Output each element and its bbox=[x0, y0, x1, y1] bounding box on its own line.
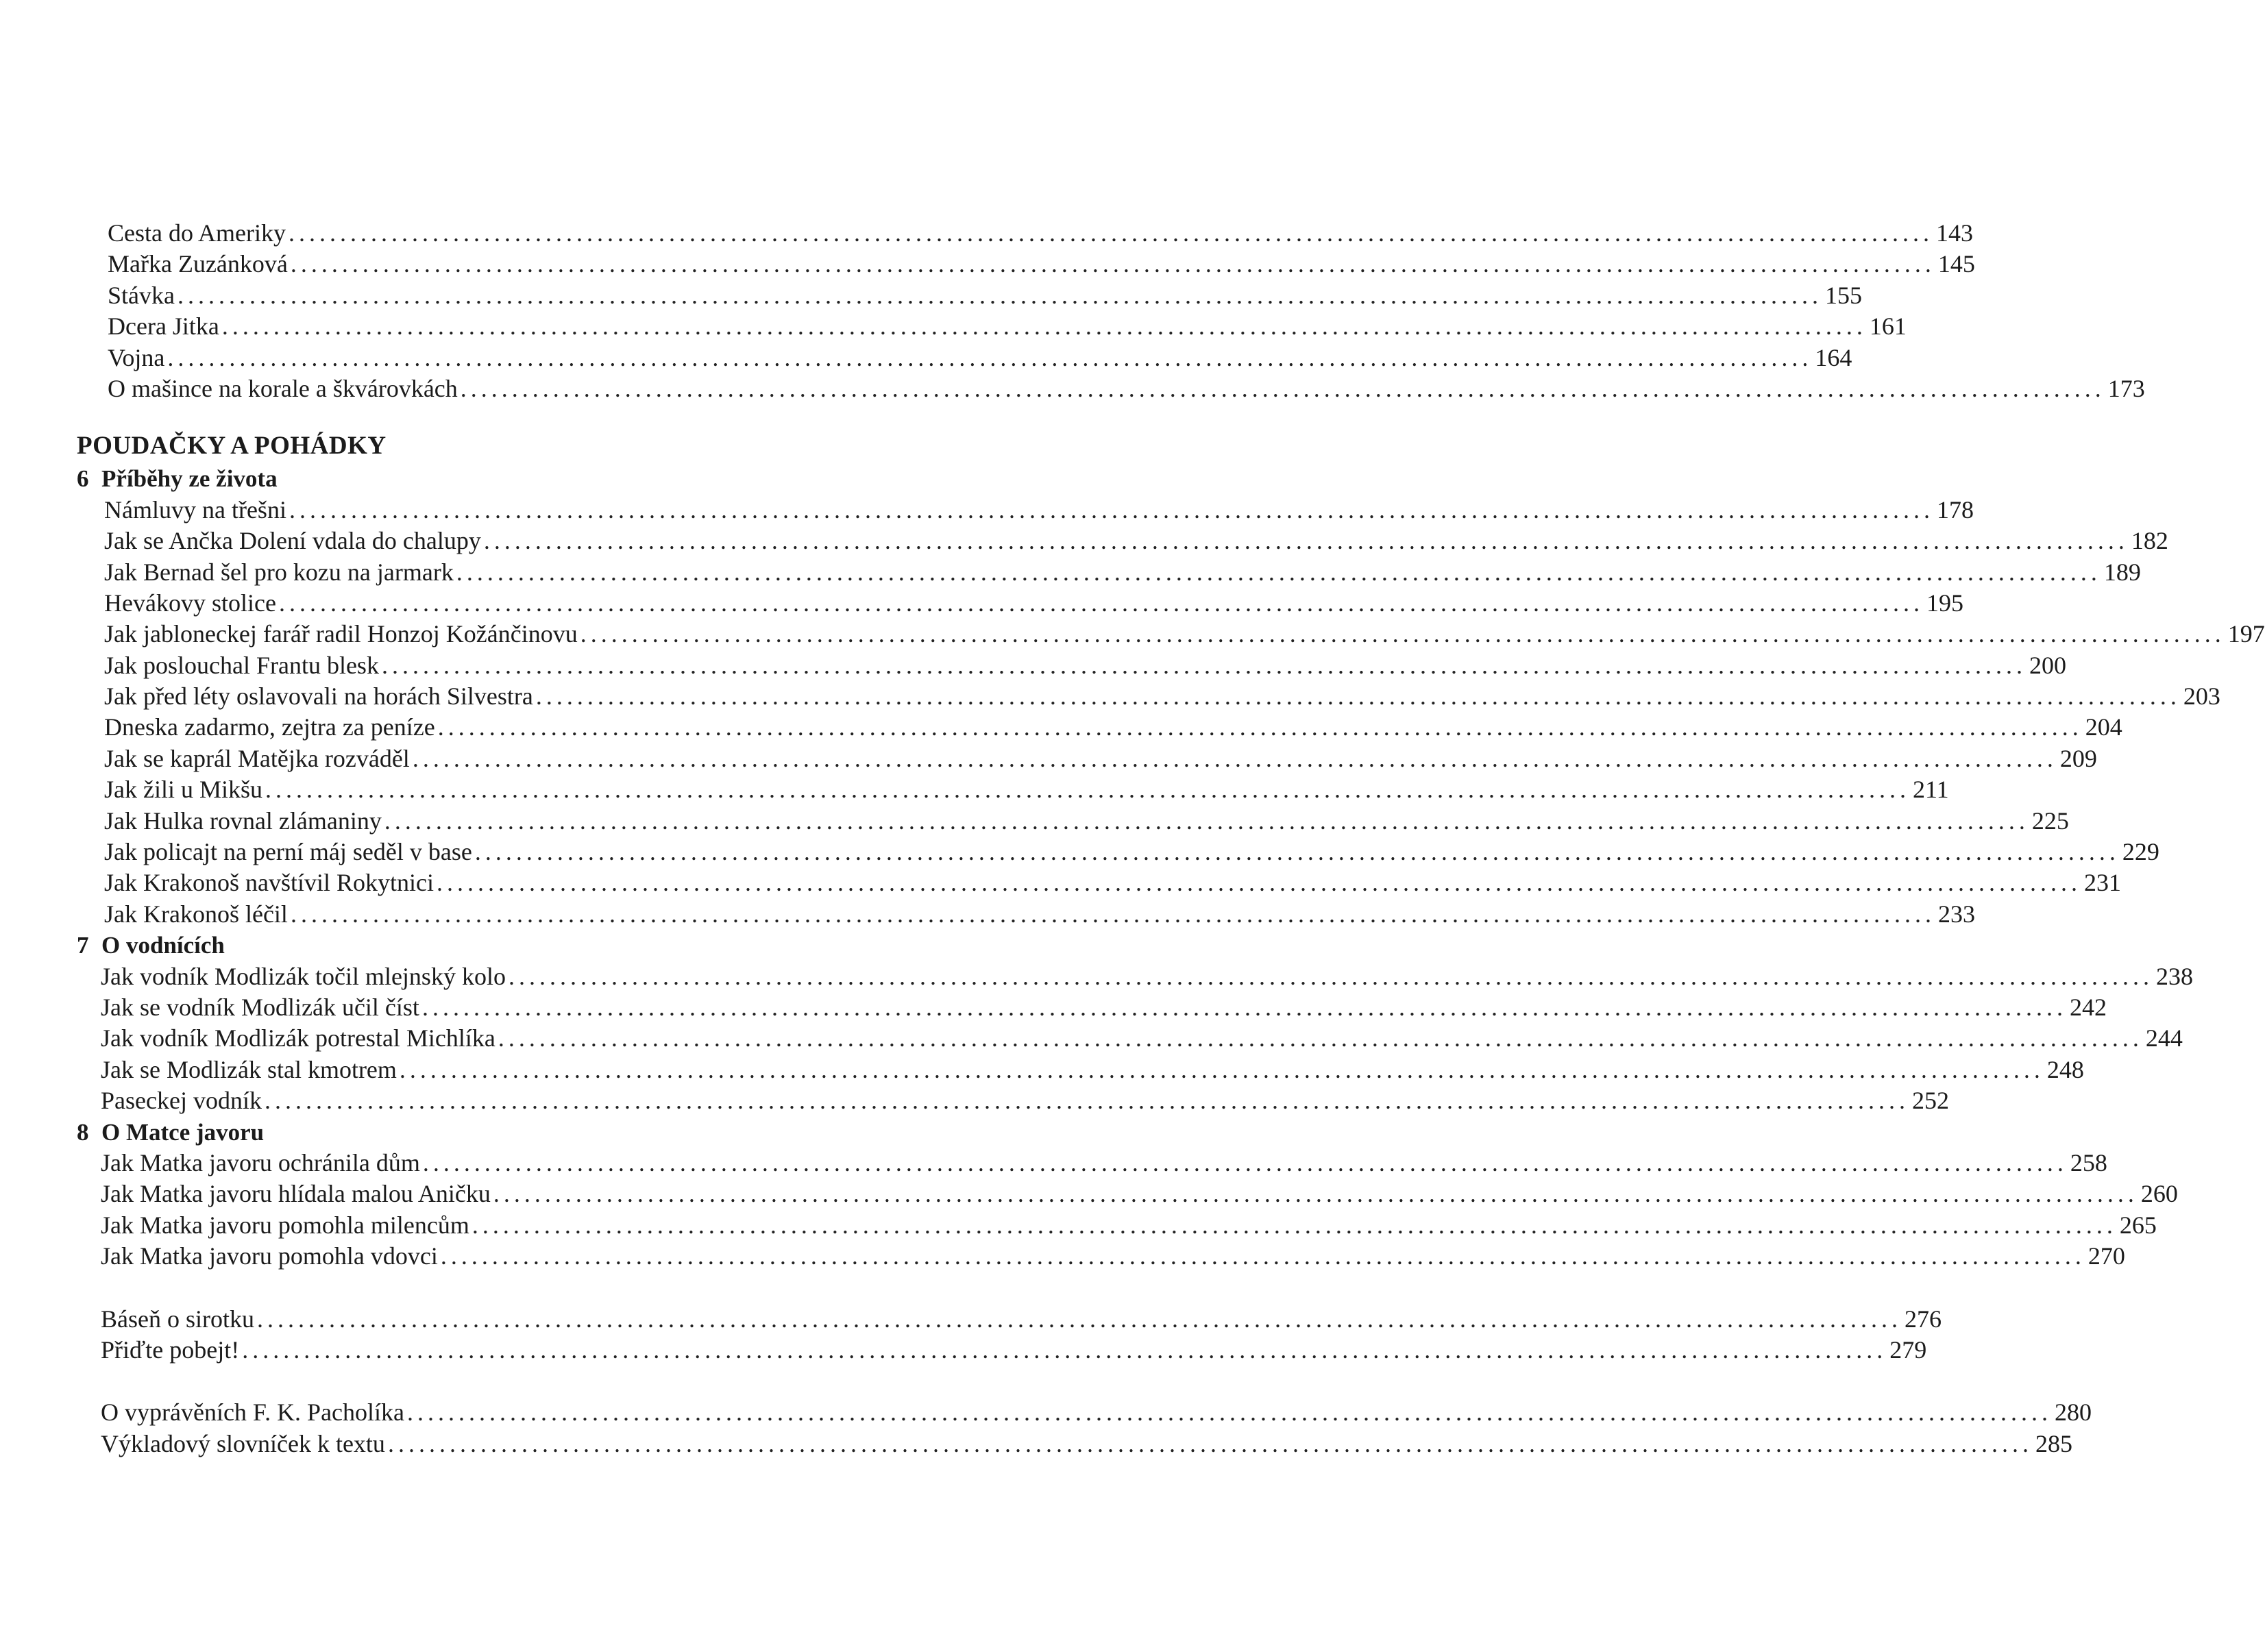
section-heading: POUDAČKY A POHÁDKY bbox=[77, 432, 387, 460]
toc-entry bbox=[77, 311, 1907, 342]
entry-page: 270 bbox=[2088, 1242, 2125, 1270]
entry-page: 173 bbox=[2107, 374, 2145, 402]
toc-group-c bbox=[77, 1304, 1942, 1366]
toc-entry bbox=[77, 1335, 1927, 1366]
entry-title: Jak policajt na perní máj seděl v base bbox=[104, 838, 472, 866]
dot-leader: ................................................................................................................................................................ bbox=[508, 962, 2153, 990]
entry-title: Jak se Ančka Dolení vdala do chalupy bbox=[104, 527, 481, 555]
entry-title: Jak se Modlizák stal kmotrem bbox=[101, 1055, 397, 1083]
entry-title: Námluvy na třešni bbox=[104, 495, 286, 523]
dot-leader: ................................................................................................................................................................ bbox=[580, 620, 2225, 648]
entry-title: Jak Matka javoru hlídala malou Aničku bbox=[101, 1180, 491, 1208]
toc-entry bbox=[77, 557, 2141, 588]
dot-leader: ................................................................................................................................................................ bbox=[535, 682, 2181, 711]
chapter-entries bbox=[77, 1148, 2178, 1272]
spacer bbox=[77, 1366, 981, 1397]
chapter-heading bbox=[77, 930, 981, 961]
toc-entry bbox=[77, 961, 2193, 992]
entry-title: Vojna bbox=[108, 343, 165, 371]
entry-title: Dcera Jitka bbox=[108, 312, 219, 341]
toc-entry bbox=[77, 712, 2122, 743]
toc-entry bbox=[77, 1148, 2107, 1179]
entry-page: 189 bbox=[2103, 558, 2141, 586]
entry-page: 155 bbox=[1824, 281, 1862, 309]
entry-page: 197 bbox=[2227, 620, 2265, 648]
toc-entry bbox=[77, 1397, 2092, 1428]
toc-entry bbox=[77, 1179, 2178, 1209]
chapter-number: 6 bbox=[77, 465, 89, 493]
dot-leader: ................................................................................................................................................................ bbox=[493, 1180, 2138, 1208]
entry-page: 248 bbox=[2046, 1055, 2084, 1083]
toc-group-d bbox=[77, 1397, 2092, 1459]
toc-entry bbox=[77, 1241, 2125, 1272]
entry-title: Jak žili u Mikšu bbox=[104, 776, 262, 804]
toc-entry bbox=[77, 650, 2066, 681]
entry-page: 225 bbox=[2031, 806, 2069, 835]
chapter-number: 7 bbox=[77, 932, 89, 959]
toc-entry bbox=[77, 806, 2069, 837]
dot-leader: ................................................................................................................................................................ bbox=[265, 776, 1910, 804]
entry-page: 279 bbox=[1889, 1335, 1927, 1364]
toc-entry bbox=[77, 1055, 2084, 1085]
entry-title: Jak Bernad šel pro kozu na jarmark bbox=[104, 558, 454, 586]
entry-title: Mařka Zuzánková bbox=[108, 250, 288, 278]
entry-title: Jak se kaprál Matějka rozváděl bbox=[104, 744, 410, 772]
entry-page: 209 bbox=[2059, 744, 2097, 772]
chapter-number: 8 bbox=[77, 1118, 89, 1146]
entry-page: 204 bbox=[2085, 713, 2122, 741]
entry-page: 242 bbox=[2069, 993, 2107, 1021]
toc-entry bbox=[77, 373, 2145, 404]
entry-title: Stávka bbox=[108, 281, 175, 309]
toc-entry bbox=[77, 837, 2159, 867]
toc-entry bbox=[77, 343, 1852, 373]
dot-leader: ................................................................................................................................................................ bbox=[289, 495, 1934, 523]
toc-entry bbox=[77, 774, 1949, 805]
entry-page: 211 bbox=[1913, 776, 1949, 804]
dot-leader: ................................................................................................................................................................ bbox=[290, 250, 1935, 278]
dot-leader: ................................................................................................................................................................ bbox=[422, 1148, 2068, 1176]
entry-page: 200 bbox=[2029, 651, 2066, 679]
spacer bbox=[77, 1272, 981, 1304]
entry-page: 178 bbox=[1936, 495, 1974, 523]
dot-leader: ................................................................................................................................................................ bbox=[381, 651, 2027, 679]
dot-leader: ................................................................................................................................................................ bbox=[437, 713, 2083, 741]
entry-title: Jak Matka javoru pomohla vdovci bbox=[101, 1242, 438, 1270]
entry-page: 233 bbox=[1937, 900, 1975, 928]
dot-leader: ................................................................................................................................................................ bbox=[278, 589, 1924, 617]
dot-leader: ................................................................................................................................................................ bbox=[399, 1055, 2044, 1083]
entry-page: 231 bbox=[2083, 869, 2121, 897]
entry-page: 182 bbox=[2131, 527, 2168, 555]
entry-title: Paseckej vodník bbox=[101, 1087, 262, 1115]
dot-leader: ................................................................................................................................................................ bbox=[474, 838, 2120, 866]
chapter-entries bbox=[77, 495, 2265, 930]
toc-entry bbox=[77, 867, 2121, 898]
toc-entry bbox=[77, 218, 1973, 249]
dot-leader: ................................................................................................................................................................ bbox=[440, 1242, 2085, 1270]
dot-leader: ................................................................................................................................................................ bbox=[384, 806, 2029, 835]
dot-leader: ................................................................................................................................................................ bbox=[412, 744, 2057, 772]
toc-entry bbox=[77, 280, 1862, 311]
entry-page: 276 bbox=[1904, 1305, 1942, 1333]
dot-leader: ................................................................................................................................................................ bbox=[221, 312, 1867, 341]
spacer bbox=[77, 404, 981, 429]
entry-title: Hevákovy stolice bbox=[104, 589, 276, 617]
entry-title: Jak Hulka rovnal zlámaniny bbox=[104, 806, 382, 835]
dot-leader: ................................................................................................................................................................ bbox=[456, 558, 2101, 586]
dot-leader: ................................................................................................................................................................ bbox=[167, 343, 1813, 371]
toc-entry bbox=[77, 743, 2097, 774]
chapter-heading bbox=[77, 1117, 981, 1148]
dot-leader: ................................................................................................................................................................ bbox=[290, 900, 1935, 928]
entry-page: 161 bbox=[1869, 312, 1907, 341]
entry-page: 229 bbox=[2122, 838, 2159, 866]
dot-leader: ................................................................................................................................................................ bbox=[177, 281, 1822, 309]
toc-entry bbox=[77, 249, 1975, 280]
toc-entry bbox=[77, 1085, 1949, 1116]
entry-title: Jak vodník Modlizák točil mlejnský kolo bbox=[101, 962, 506, 990]
entry-page: 238 bbox=[2155, 962, 2193, 990]
entry-title: O mašince na korale a škvárovkách bbox=[108, 374, 458, 402]
dot-leader: ................................................................................................................................................................ bbox=[407, 1398, 2053, 1427]
dot-leader: ................................................................................................................................................................ bbox=[460, 374, 2105, 402]
entry-page: 143 bbox=[1935, 219, 1973, 247]
entry-page: 265 bbox=[2119, 1211, 2157, 1239]
chapter-title: Příběhy ze života bbox=[101, 465, 278, 493]
toc-entry bbox=[77, 992, 2107, 1023]
dot-leader: ................................................................................................................................................................ bbox=[498, 1024, 2143, 1052]
entry-title: Jak Matka javoru pomohla milencům bbox=[101, 1211, 469, 1239]
dot-leader: ................................................................................................................................................................ bbox=[436, 869, 2081, 897]
entry-title: Jak se vodník Modlizák učil číst bbox=[101, 993, 419, 1021]
chapter-entries bbox=[77, 961, 2193, 1117]
entry-page: 145 bbox=[1937, 250, 1975, 278]
entry-page: 258 bbox=[2070, 1148, 2107, 1176]
dot-leader: ................................................................................................................................................................ bbox=[472, 1211, 2117, 1239]
entry-title: Jak jabloneckej farář radil Honzoj Kožánčinovu bbox=[104, 620, 578, 648]
entry-title: Jak poslouchal Frantu blesk bbox=[104, 651, 379, 679]
entry-title: Dneska zadarmo, zejtra za peníze bbox=[104, 713, 435, 741]
entry-page: 203 bbox=[2183, 682, 2220, 711]
chapter-title: O Matce javoru bbox=[101, 1118, 265, 1146]
entry-title: Cesta do Ameriky bbox=[108, 219, 286, 247]
entry-page: 260 bbox=[2140, 1180, 2178, 1208]
dot-leader: ................................................................................................................................................................ bbox=[242, 1335, 1887, 1364]
toc-entry bbox=[77, 495, 1974, 526]
toc-entry bbox=[77, 681, 2220, 712]
toc-entry bbox=[77, 1023, 2183, 1054]
dot-leader: ................................................................................................................................................................ bbox=[288, 219, 1933, 247]
dot-leader: ................................................................................................................................................................ bbox=[256, 1305, 1902, 1333]
entry-page: 164 bbox=[1815, 343, 1852, 371]
dot-leader: ................................................................................................................................................................ bbox=[264, 1087, 1909, 1115]
toc-group-a bbox=[77, 218, 2145, 404]
entry-title: Výkladový slovníček k textu bbox=[101, 1429, 385, 1457]
toc-entry bbox=[77, 1429, 2072, 1459]
chapter-title: O vodnících bbox=[101, 932, 225, 959]
dot-leader: ................................................................................................................................................................ bbox=[483, 527, 2129, 555]
dot-leader: ................................................................................................................................................................ bbox=[387, 1429, 2033, 1457]
entry-page: 285 bbox=[2035, 1429, 2072, 1457]
chapter-heading bbox=[77, 463, 981, 494]
entry-title: Jak Krakonoš léčil bbox=[104, 900, 288, 928]
entry-title: Přiďte pobejt! bbox=[101, 1335, 240, 1364]
entry-title: Báseň o sirotku bbox=[101, 1305, 254, 1333]
toc-entry bbox=[77, 526, 2168, 556]
toc-entry bbox=[77, 899, 1975, 930]
dot-leader: ................................................................................................................................................................ bbox=[421, 993, 2067, 1021]
toc-entry bbox=[77, 588, 1963, 619]
entry-title: Jak Matka javoru ochránila dům bbox=[101, 1148, 420, 1176]
entry-title: O vyprávěních F. K. Pacholíka bbox=[101, 1398, 405, 1427]
entry-title: Jak před léty oslavovali na horách Silvestra bbox=[104, 682, 533, 711]
entry-page: 195 bbox=[1926, 589, 1963, 617]
toc-entry bbox=[77, 1210, 2157, 1241]
entry-page: 252 bbox=[1911, 1087, 1949, 1115]
table-of-contents bbox=[77, 218, 2265, 1459]
entry-title: Jak vodník Modlizák potrestal Michlíka bbox=[101, 1024, 495, 1052]
toc-entry bbox=[77, 1304, 1942, 1335]
toc-entry bbox=[77, 619, 2265, 650]
entry-page: 244 bbox=[2145, 1024, 2183, 1052]
entry-title: Jak Krakonoš navštívil Rokytnici bbox=[104, 869, 434, 897]
entry-page: 280 bbox=[2055, 1398, 2092, 1427]
